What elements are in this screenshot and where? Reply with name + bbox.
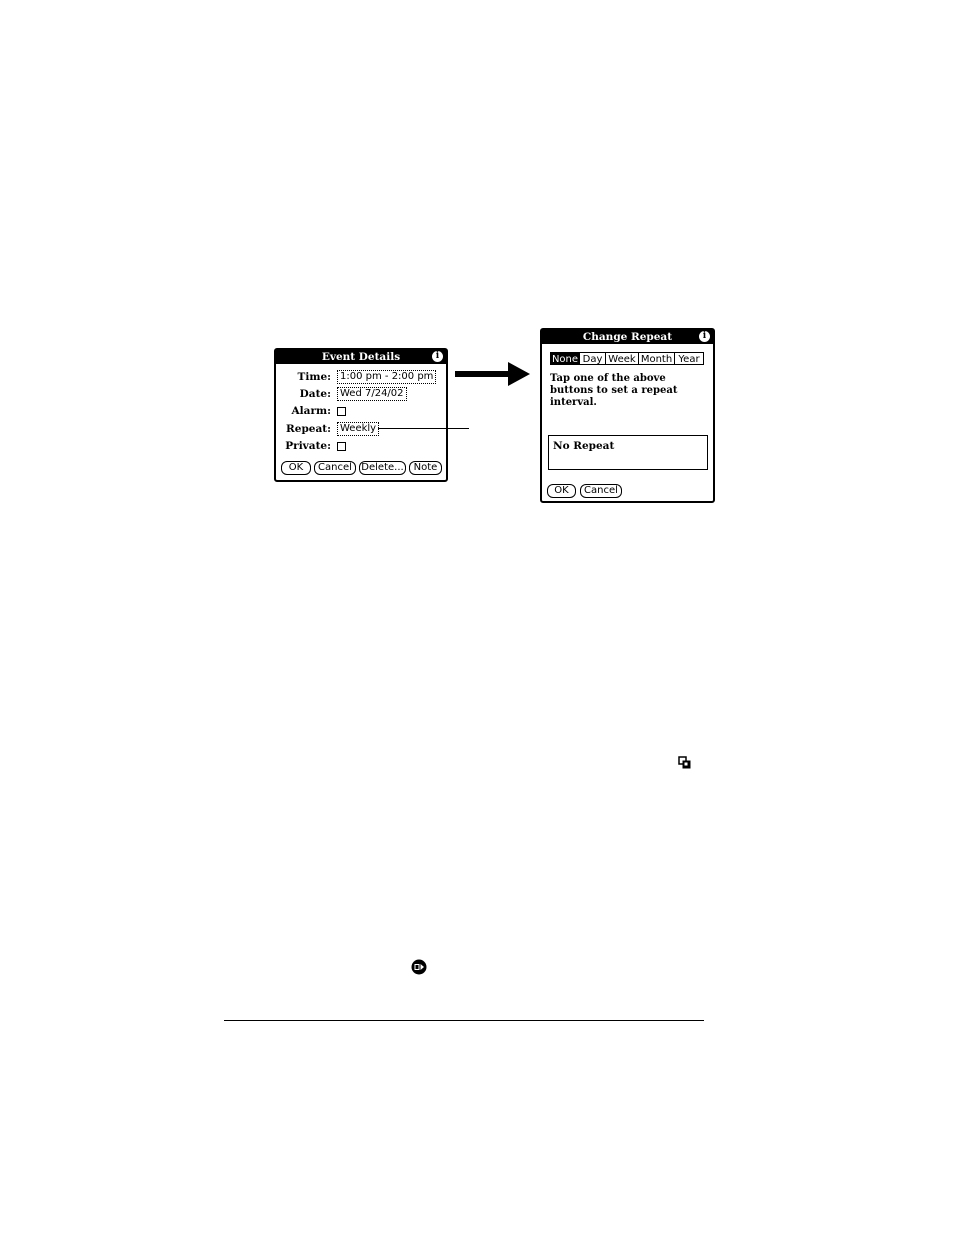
callout-line xyxy=(378,428,469,429)
footer-rule xyxy=(224,1020,704,1021)
alarm-checkbox[interactable] xyxy=(337,407,346,416)
time-field[interactable]: 1:00 pm - 2:00 pm xyxy=(337,370,436,384)
event-details-title: Event Details xyxy=(276,350,446,364)
segment-day[interactable]: Day xyxy=(579,352,606,365)
change-repeat-title: Change Repeat xyxy=(542,330,713,344)
private-checkbox[interactable] xyxy=(337,442,346,451)
segment-none[interactable]: None xyxy=(551,354,579,365)
overlap-squares-icon xyxy=(678,756,691,769)
info-icon[interactable]: i xyxy=(699,331,710,342)
event-details-dialog xyxy=(274,348,448,482)
change-repeat-dialog xyxy=(540,328,715,503)
date-field[interactable]: Wed 7/24/02 xyxy=(337,387,407,401)
private-label: Private: xyxy=(285,440,331,452)
delete-button[interactable]: Delete... xyxy=(359,461,406,475)
date-label: Date: xyxy=(299,388,331,400)
time-label: Time: xyxy=(297,371,331,383)
repeat-status-box xyxy=(548,435,708,470)
instruction-text: Tap one of the above buttons to set a repeat interval. xyxy=(550,373,678,408)
segment-year[interactable]: Year xyxy=(674,352,704,365)
note-button[interactable]: Note xyxy=(409,461,442,475)
cancel-button[interactable]: Cancel xyxy=(314,461,356,475)
segment-week[interactable]: Week xyxy=(605,352,639,365)
repeat-field[interactable]: Weekly xyxy=(337,422,379,436)
ok-button[interactable]: OK xyxy=(281,461,311,475)
repeat-label: Repeat: xyxy=(286,423,331,435)
circle-menu-icon xyxy=(411,959,427,975)
alarm-label: Alarm: xyxy=(291,405,331,417)
info-icon[interactable]: i xyxy=(432,351,443,362)
segment-month[interactable]: Month xyxy=(638,352,675,365)
ok-button[interactable]: OK xyxy=(547,484,576,498)
repeat-status-text: No Repeat xyxy=(553,440,615,452)
cancel-button[interactable]: Cancel xyxy=(580,484,622,498)
